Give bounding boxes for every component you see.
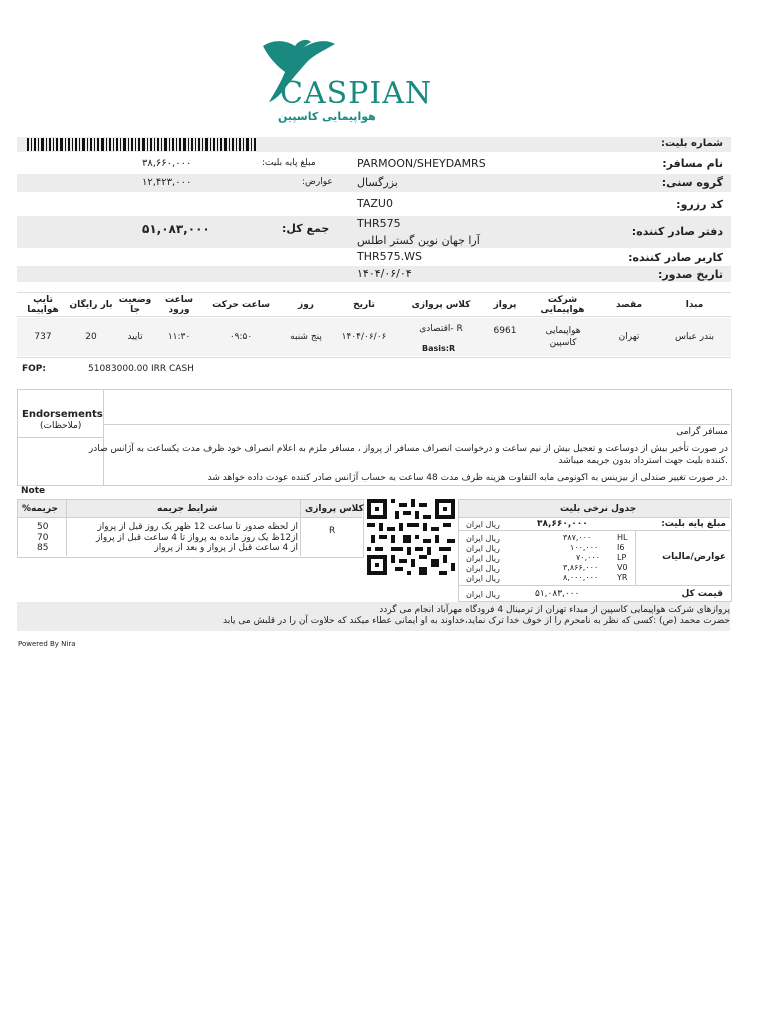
tax-code-2: I6 bbox=[617, 543, 625, 552]
cell-destination: تهران bbox=[618, 332, 640, 342]
endorsements-box bbox=[17, 389, 732, 486]
brand-name: CASPIAN bbox=[280, 76, 433, 111]
passenger-row bbox=[17, 154, 731, 172]
tax-value-3: ۷۰,۰۰۰ bbox=[576, 553, 601, 562]
endorsements-line1: در صورت تأخیر بیش از دوساعت و تعجیل بیش از نیم ساعت و درخواست انصراف مسافر از پرواز ، مسافر ملزم به اعلام انصراف خود ظرف مدت یکساعت به آژانس صادر bbox=[88, 444, 728, 454]
endorsements-title: Endorsements bbox=[22, 409, 103, 420]
cell-flight: 6961 bbox=[493, 326, 517, 336]
age-group-row bbox=[17, 174, 731, 192]
user-label: کاربر صادر کننده: bbox=[628, 251, 723, 264]
header-baggage: بار رایگان bbox=[69, 300, 113, 310]
base-fare-value: ۳۸,۶۶۰,۰۰۰ bbox=[142, 158, 192, 169]
office-label: دفتر صادر کننده: bbox=[631, 225, 723, 238]
office-code: THR575 bbox=[357, 217, 401, 230]
header-day: روز bbox=[298, 300, 314, 310]
fare-base-value: ۳۸,۶۶۰,۰۰۰ bbox=[537, 519, 588, 529]
cell-baggage: 20 bbox=[85, 332, 97, 342]
cell-airline: هواپیمایی کاسپین bbox=[545, 326, 581, 348]
penalty-class-value: R bbox=[329, 526, 336, 536]
base-fare-label: مبلغ پایه بلیت: bbox=[262, 158, 316, 168]
endorsements-subtitle: (ملاحظات) bbox=[40, 421, 82, 431]
footer-note-2: حضرت محمد (ص) :کسی که نظر به نامحرم را از خوف خدا ترک نماید،خداوند به او ایمانی عطاء میکند که حلاوت آن را در قلبش می یابد bbox=[223, 616, 730, 626]
user-value: THR575.WS bbox=[357, 250, 422, 263]
fop-label: FOP: bbox=[22, 364, 46, 374]
total-label: جمع کل: bbox=[282, 222, 330, 235]
penalty-pct-header: جریمه% bbox=[22, 504, 58, 514]
fare-total-value: ۵۱,۰۸۳,۰۰۰ bbox=[535, 589, 580, 599]
cell-departure: ۰۹:۵۰ bbox=[229, 332, 253, 342]
endorsements-line3: .در صورت تغییر صندلی از بیزینس به اکونومی مابه التفاوت هزینه ظرف مدت 48 ساعت به حساب آژانس صادر کننده عودت داده خواهد شد bbox=[207, 473, 728, 483]
tax-currency-4: ریال ایران bbox=[466, 564, 500, 573]
office-row bbox=[17, 216, 731, 248]
fare-table-title: جدول نرخی بلیت bbox=[560, 504, 637, 514]
fop-value: 51083000.00 IRR CASH bbox=[88, 364, 194, 374]
tax-code-5: YR bbox=[617, 573, 628, 582]
issue-date-value: ۱۴۰۴/۰۶/۰۴ bbox=[357, 267, 412, 280]
ticket-number-row bbox=[17, 137, 731, 152]
fare-base-currency: ریال ایران bbox=[466, 520, 500, 529]
header-origin: مبدا bbox=[685, 300, 704, 310]
powered-by: Powered By Nira bbox=[18, 640, 76, 648]
penalty-pct-1: 50 bbox=[37, 522, 49, 532]
pnr-row bbox=[17, 194, 731, 214]
cell-aircraft: 737 bbox=[34, 332, 52, 342]
total-value: ۵۱,۰۸۳,۰۰۰ bbox=[142, 222, 210, 236]
ticket-number-label: شماره بلیت: bbox=[661, 138, 723, 149]
endorsements-greeting: مسافر گرامی bbox=[676, 427, 728, 437]
tax-code-3: LP bbox=[617, 553, 627, 562]
cell-class: R -اقتصادی bbox=[419, 324, 463, 334]
pnr-value: TAZU0 bbox=[357, 197, 393, 210]
user-row bbox=[17, 249, 731, 265]
endorsements-line2: .کننده بلیت جهت استرداد بدون جریمه میباشد bbox=[558, 456, 728, 466]
cell-origin: بندر عباس bbox=[675, 332, 714, 342]
tax-value-4: ۳,۸۶۶,۰۰۰ bbox=[563, 563, 599, 572]
header-status: وضعیت جا bbox=[118, 295, 152, 315]
brand-subtitle: هواپیمایی کاسپین bbox=[278, 110, 376, 123]
issue-date-row bbox=[17, 266, 731, 282]
header-flight: پرواز bbox=[493, 300, 517, 310]
passenger-label: نام مسافر: bbox=[662, 157, 723, 170]
header-arrival: ساعت ورود bbox=[165, 295, 193, 315]
age-group-label: گروه سنی: bbox=[661, 176, 723, 189]
taxes-label: عوارض: bbox=[302, 177, 333, 187]
barcode bbox=[27, 138, 257, 151]
penalty-pct-2: 70 bbox=[37, 533, 49, 543]
footer-note-1: پروازهای شرکت هواپیمایی کاسپین از مبداء تهران از ترمینال 4 فرودگاه مهرآباد انجام می گردد bbox=[379, 605, 730, 615]
office-name: آرا جهان نوین گستر اطلس bbox=[357, 234, 480, 247]
header-aircraft: تایپ هواپیما bbox=[27, 295, 59, 315]
cell-status: تایید bbox=[127, 332, 143, 342]
note-title: Note bbox=[21, 486, 46, 496]
tax-value-2: ۱۰۰,۰۰۰ bbox=[570, 543, 599, 552]
penalty-cond-header: شرایط جریمه bbox=[157, 504, 218, 514]
tax-code-4: V0 bbox=[617, 563, 628, 572]
tax-value-1: ۳۸۷,۰۰۰ bbox=[563, 533, 592, 542]
penalty-class-header: کلاس پروازی bbox=[305, 504, 364, 514]
fare-base-label: مبلغ پایه بلیت: bbox=[661, 519, 726, 529]
penalty-cond-2: از12ظ یک روز مانده به پرواز تا 4 ساعت قبل از پرواز bbox=[95, 533, 298, 543]
penalty-cond-1: از لحظه صدور تا ساعت 12 ظهر یک روز قبل از پرواز bbox=[97, 522, 298, 532]
penalty-pct-3: 85 bbox=[37, 543, 49, 553]
cell-arrival: ۱۱:۳۰ bbox=[167, 332, 191, 342]
tax-currency-3: ریال ایران bbox=[466, 554, 500, 563]
header-class: کلاس پروازی bbox=[411, 300, 471, 310]
qr-code bbox=[367, 499, 455, 575]
fare-total-currency: ریال ایران bbox=[466, 590, 500, 599]
fare-taxes-label: عوارض/مالیات bbox=[662, 552, 726, 562]
header-airline: شرکت هواپیمایی bbox=[540, 295, 585, 315]
tax-currency-2: ریال ایران bbox=[466, 544, 500, 553]
cell-basis: Basis:R bbox=[422, 344, 456, 353]
fare-total-label: قیمت کل bbox=[681, 589, 723, 599]
age-group-value: بزرگسال bbox=[357, 176, 398, 189]
header-date: تاریخ bbox=[353, 300, 375, 310]
issue-date-label: تاریخ صدور: bbox=[657, 268, 723, 281]
tax-currency-5: ریال ایران bbox=[466, 574, 500, 583]
tax-currency-1: ریال ایران bbox=[466, 534, 500, 543]
penalty-cond-3: از 4 ساعت قبل از پرواز و بعد از پرواز bbox=[154, 543, 298, 553]
caspian-logo bbox=[250, 36, 440, 126]
taxes-value: ۱۲,۴۲۳,۰۰۰ bbox=[142, 177, 192, 188]
pnr-label: کد رزرو: bbox=[676, 198, 723, 211]
header-departure: ساعت حرکت bbox=[212, 300, 270, 310]
tax-code-1: HL bbox=[617, 533, 628, 542]
tax-value-5: ۸,۰۰۰,۰۰۰ bbox=[563, 573, 599, 582]
passenger-name: PARMOON/SHEYDAMRS bbox=[357, 157, 486, 170]
header-destination: مقصد bbox=[615, 300, 643, 310]
cell-day: پنج شنبه bbox=[290, 332, 322, 342]
cell-date: ۱۴۰۴/۰۶/۰۶ bbox=[341, 332, 387, 342]
